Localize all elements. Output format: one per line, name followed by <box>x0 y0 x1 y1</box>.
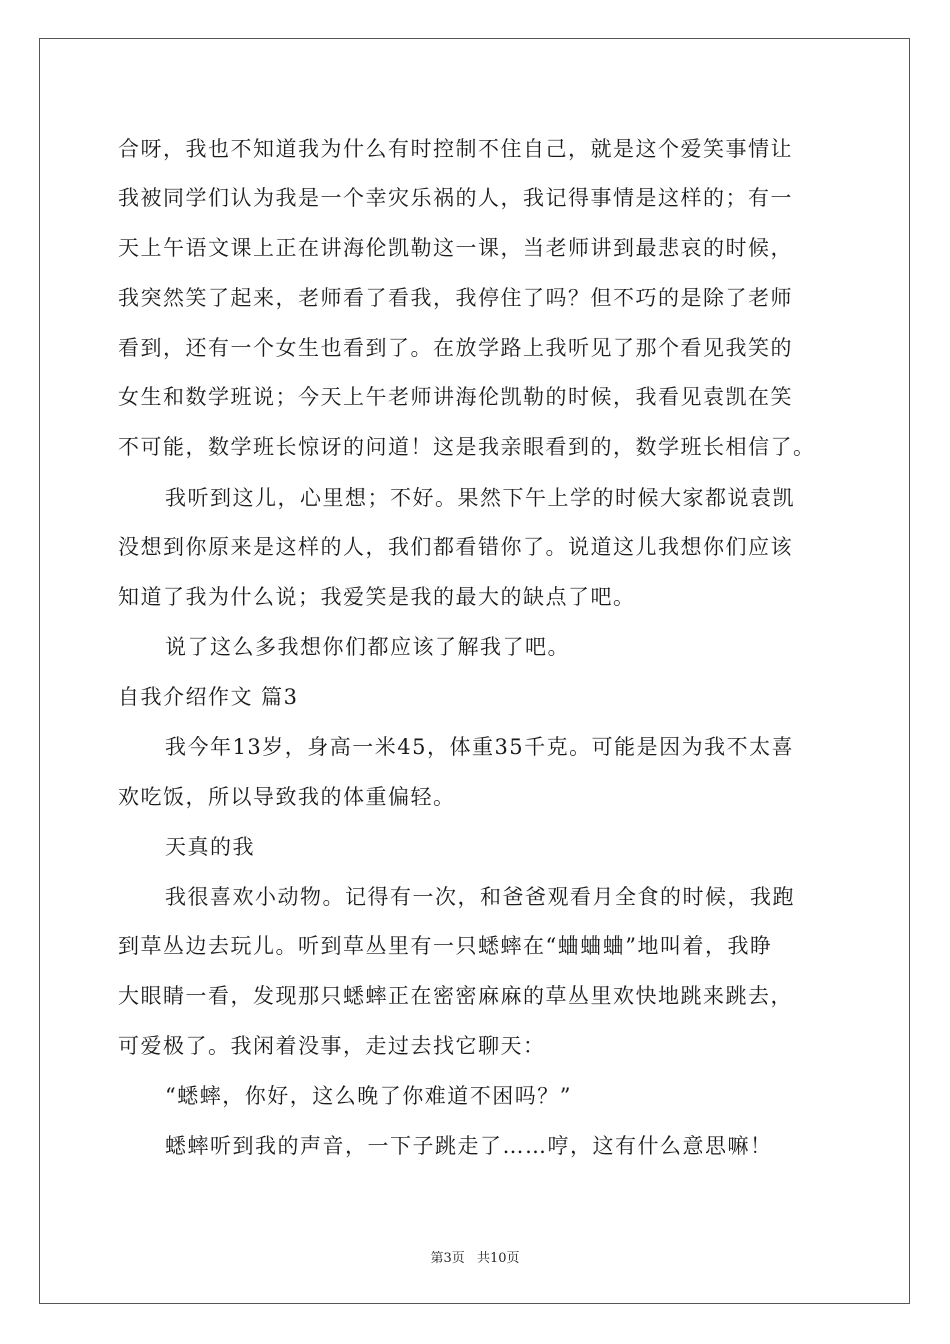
page-footer <box>0 1247 950 1266</box>
text-line: 我突然笑了起来，老师看了看我，我停住了吗？但不巧的是除了老师 <box>118 286 793 310</box>
text-line: 没想到你原来是这样的人，我们都看错你了。说道这儿我想你们应该 <box>118 535 793 559</box>
text-line: 我今年13岁，身高一米45，体重35千克。可能是因为我不太喜 <box>165 735 795 759</box>
text-line: 我很喜欢小动物。记得有一次，和爸爸观看月全食的时候，我跑 <box>165 885 795 909</box>
page-total: 共10页 <box>476 1251 520 1266</box>
text-line: 天真的我 <box>165 835 255 859</box>
text-line: 大眼睛一看，发现那只蟋蟀正在密密麻麻的草丛里欢快地跳来跳去， <box>118 984 793 1008</box>
text-line: 蟋蟀听到我的声音，一下子跳走了……哼，这有什么意思嘛！ <box>165 1134 773 1158</box>
text-line: 我被同学们认为我是一个幸灾乐祸的人，我记得事情是这样的；有一 <box>118 186 793 210</box>
text-line: “蟋蟀，你好，这么晚了你难道不困吗？” <box>165 1084 572 1108</box>
text-line: 合呀，我也不知道我为什么有时控制不住自己，就是这个爱笑事情让 <box>118 137 793 161</box>
text-line: 可爱极了。我闲着没事，走过去找它聊天： <box>118 1034 546 1058</box>
text-line: 我听到这儿，心里想；不好。果然下午上学的时候大家都说袁凯 <box>165 486 795 510</box>
text-line: 不可能，数学班长惊讶的问道！这是我亲眼看到的，数学班长相信了。 <box>118 435 816 459</box>
section-heading: 自我介绍作文 篇3 <box>118 685 299 709</box>
text-line: 看到，还有一个女生也看到了。在放学路上我听见了那个看见我笑的 <box>118 336 793 360</box>
page-number: 第3页 <box>430 1251 465 1266</box>
text-line: 女生和数学班说；今天上午老师讲海伦凯勒的时候，我看见袁凯在笑 <box>118 385 793 409</box>
text-line: 到草丛边去玩儿。听到草丛里有一只蟋蟀在“蛐蛐蛐”地叫着，我睁 <box>118 934 773 958</box>
text-line: 欢吃饭，所以导致我的体重偏轻。 <box>118 785 456 809</box>
text-line: 天上午语文课上正在讲海伦凯勒这一课，当老师讲到最悲哀的时候， <box>118 236 793 260</box>
text-line: 知道了我为什么说；我爱笑是我的最大的缺点了吧。 <box>118 585 636 609</box>
text-line: 说了这么多我想你们都应该了解我了吧。 <box>165 635 570 659</box>
page-border <box>39 38 910 1304</box>
